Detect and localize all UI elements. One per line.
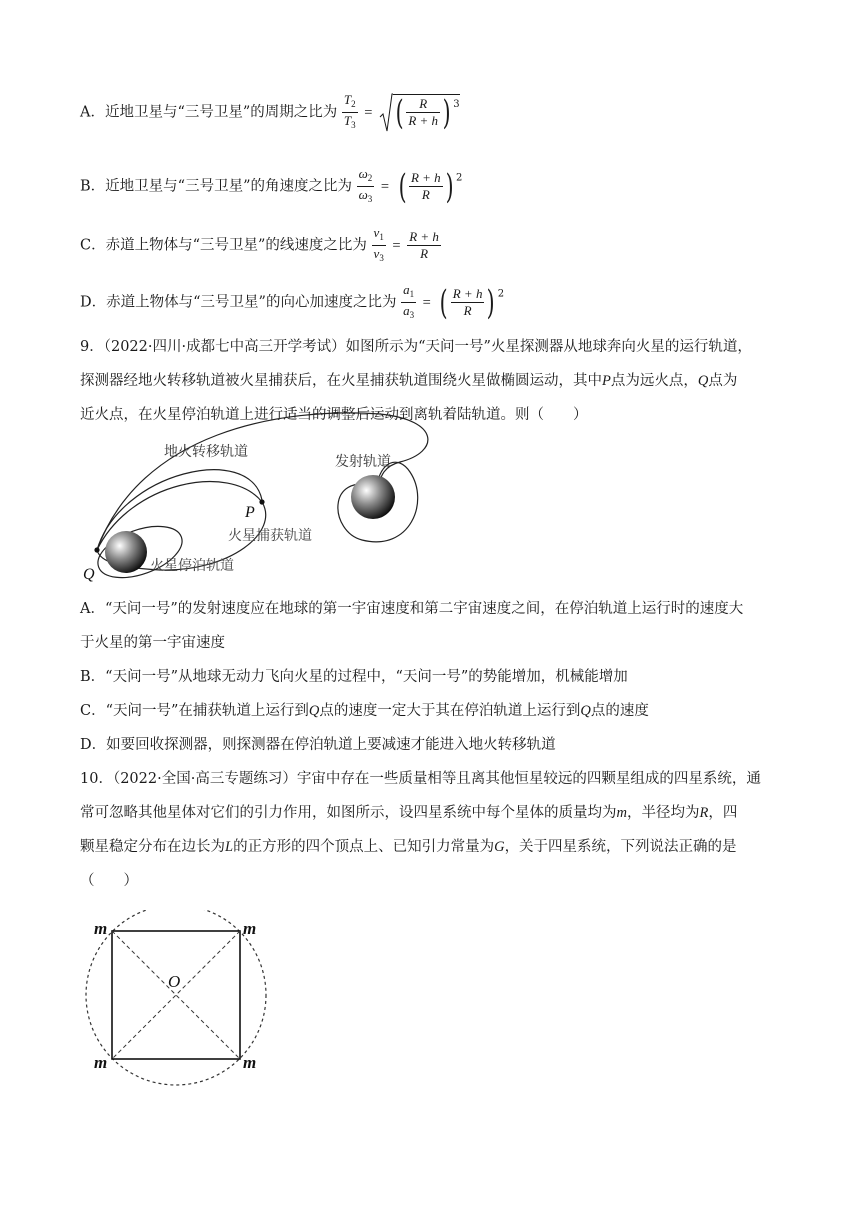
q8-option-a: A．近地卫星与“三号卫星”的周期之比为 $\frac{T_2}{T_3}$ = ( $\frac{R}{R + h}$ ) $^3$	[80, 92, 460, 133]
q9-option-b: B．“天问一号”从地球无动力飞向火星的过程中，“天问一号”的势能增加，机械能增加	[80, 669, 628, 685]
label-point-q: Q	[83, 566, 95, 582]
label-center-o: O	[168, 972, 181, 991]
q10-stem: 10．（2022·全国·高三专题练习）宇宙中存在一些质量相等且离其他恒星较远的四颗星组成的四星系统，通 常可忽略其他星体对它们的引力作用，如图所示，设四星系统中每个星体的质量均为m，半径均为R，四 颗星稳定分布在边长为L的正方形的四个顶点上、已知引力常量为G，关于四星系统，下列说法正确的是 （ ）	[80, 771, 761, 889]
orbit-diagram	[80, 402, 440, 582]
label-parking-orbit: 火星停泊轨道	[150, 558, 234, 574]
four-star-diagram	[80, 910, 280, 1100]
label-m-top-right: m	[243, 919, 257, 938]
label-m-bottom-left: m	[94, 1053, 108, 1072]
label-launch-orbit: 发射轨道	[335, 454, 391, 470]
q9-option-a-line2: 于火星的第一宇宙速度	[80, 635, 225, 651]
sqrt-expression: ( $\frac{R}{R + h}$ ) $^3$	[379, 93, 460, 133]
diagonal-1	[112, 931, 240, 1059]
q9-option-c: C．“天问一号”在捕获轨道上运行到Q点的速度一定大于其在停泊轨道上运行到Q点的速度	[80, 703, 649, 719]
q9-options	[80, 592, 780, 762]
mars-planet	[105, 531, 147, 573]
label-capture-orbit: 火星捕获轨道	[228, 528, 312, 544]
q9-option-d: D．如要回收探测器，则探测器在停泊轨道上要减速才能进入地火转移轨道	[80, 737, 556, 753]
acceleration-fraction: $\frac{a_1}{a_3}$	[403, 282, 415, 320]
point-p-dot	[259, 499, 264, 504]
q9-stem: 9．（2022·四川·成都七中高三开学考试）如图所示为“天问一号”火星探测器从地球奔向火星的运行轨道， 探测器经地火转移轨道被火星捕获后，在火星捕获轨道围绕火星做椭圆运动，其中P点为远火点，Q点为 近火点，在火星停泊轨道上进行适当的调整后运动到离轨着陆轨道。则（ ）	[80, 339, 752, 423]
label-point-p: P	[245, 504, 255, 521]
label-m-bottom-right: m	[243, 1053, 257, 1072]
q8-option-b: B．近地卫星与“三号卫星”的角速度之比为 $\frac{\omega_2}{\omega_3}$ = ( $\frac{R + h}{R}$ ) $^2$	[80, 166, 463, 207]
diagonal-2	[112, 931, 240, 1059]
earth-planet	[351, 475, 395, 519]
period-ratio-fraction: $\frac{T_2}{T_3}$	[343, 92, 356, 130]
label-m-top-left: m	[94, 919, 108, 938]
linear-velocity-fraction: $\frac{v_1}{v_3}$	[373, 225, 384, 263]
q8-option-c: C．赤道上物体与“三号卫星”的线速度之比为 $\frac{v_1}{v_3}$ = $\frac{R + h}{R}$	[80, 225, 441, 266]
q9-option-a-line1: A．“天问一号”的发射速度应在地球的第一宇宙速度和第二宇宙速度之间，在停泊轨道上运行时的速度大	[80, 601, 744, 617]
point-q-dot	[94, 547, 99, 552]
label-transfer-orbit: 地火转移轨道	[164, 444, 248, 460]
sqrt-sign	[379, 93, 393, 133]
angular-velocity-fraction: $\frac{\omega_2}{\omega_3}$	[358, 166, 373, 204]
q8-option-d: D．赤道上物体与“三号卫星”的向心加速度之比为 $\frac{a_1}{a_3}$ = ( $\frac{R + h}{R}$ ) $^2$	[80, 282, 505, 323]
square	[112, 931, 240, 1059]
